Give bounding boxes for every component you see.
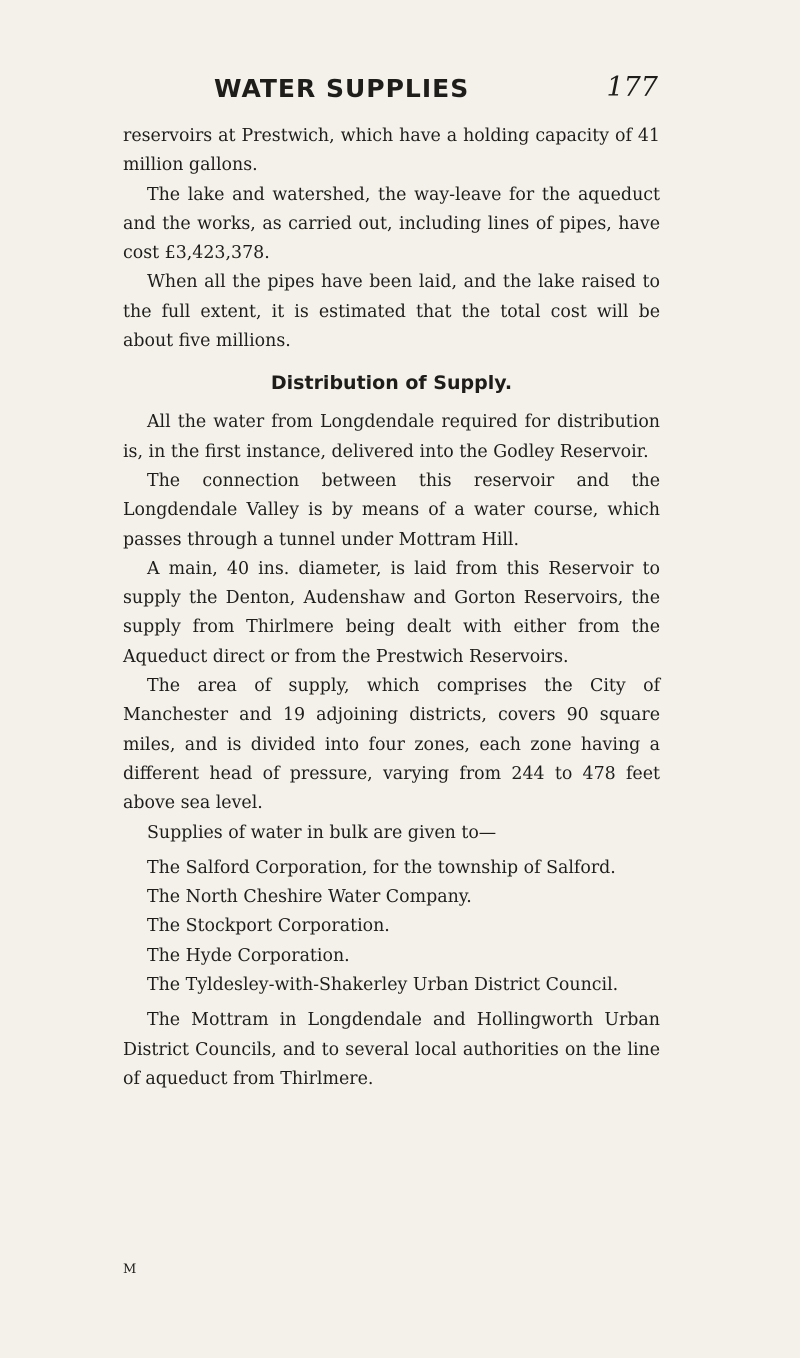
paragraph: A main, 40 ins. diameter, is laid from this Reservoir to supply the Denton, Audenshaw and Gorton Reservoirs, the supply from Thirlmere being dealt with either from the Aqueduct direct or from the Prestwich Reservoirs. — [123, 558, 660, 667]
paragraph: The connection between this reservoir and the Longdendale Valley is by means of a water course, which passes through a tunnel under Mottram Hill. — [123, 470, 660, 550]
recipient-list — [123, 854, 660, 1000]
recipient-item: The North Cheshire Water Company. — [147, 887, 472, 908]
recipient-item: The Tyldesley-with-Shakerley Urban District Council. — [147, 975, 619, 996]
paragraph: The area of supply, which comprises the City of Manchester and 19 adjoining districts, covers 90 square miles, and is divided into four zones, each zone having a different head of pressure, varying from 244 to 478 feet above sea level. — [123, 676, 660, 814]
section-heading: Distribution of Supply. — [270, 372, 513, 395]
page-header — [214, 72, 674, 116]
page-body — [123, 122, 660, 1094]
paragraph: When all the pipes have been laid, and the lake raised to the full extent, it is estimated that the total cost will be about five millions. — [123, 272, 660, 352]
paragraph: reservoirs at Prestwich, which have a holding capacity of 41 million gallons. — [123, 126, 660, 176]
recipient-item: The Hyde Corporation. — [147, 945, 350, 966]
paragraph: The lake and watershed, the way-leave for the aqueduct and the works, as carried out, including lines of pipes, have cost £3,423,378. — [123, 184, 660, 264]
running-title: WATER SUPPLIES — [214, 74, 470, 103]
recipient-item: The Stockport Corporation. — [147, 916, 390, 937]
paragraph: The Mottram in Longdendale and Hollingworth Urban District Councils, and to several local authorities on the line of aqueduct from Thirlmere. — [123, 1010, 660, 1089]
recipient-item: The Salford Corporation, for the township of Salford. — [147, 857, 616, 878]
page-number: 177 — [606, 72, 658, 103]
paragraph: All the water from Longdendale required for distribution is, in the first instance, delivered into the Godley Reservoir. — [123, 412, 660, 462]
paragraph: Supplies of water in bulk are given to— — [147, 822, 497, 843]
signature-mark: M — [123, 1262, 137, 1277]
